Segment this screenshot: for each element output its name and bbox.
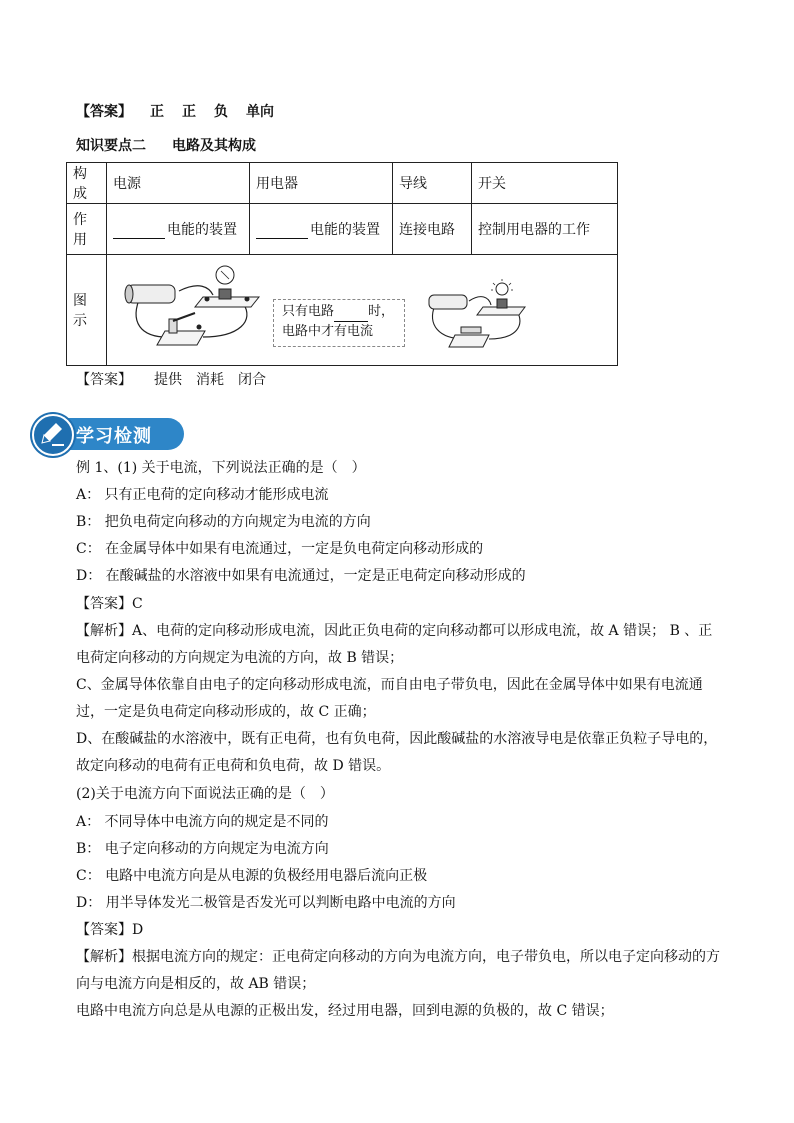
table-header: 导线	[393, 163, 472, 204]
table-row	[67, 163, 618, 204]
note-text: 电路中才有电流	[282, 324, 374, 339]
cell-text: 电能的装置	[310, 222, 380, 238]
option-d: D： 在酸碱盐的水溶液中如果有电流通过，一定是正电荷定向移动形成的	[76, 568, 526, 584]
answer-label: 【答案】	[76, 104, 132, 120]
option-c: C： 在金属导体中如果有电流通过，一定是负电荷定向移动形成的	[76, 541, 484, 557]
note-text: 时，	[368, 304, 395, 319]
note-text: 只有电路	[282, 304, 335, 319]
option-a: A： 不同导体中电流方向的规定是不同的	[76, 814, 329, 830]
table-cell: 连接电路	[393, 204, 472, 255]
table-row	[67, 204, 618, 255]
pencil-icon	[38, 421, 66, 447]
answer-word: 负	[214, 104, 228, 120]
analysis-paragraph: C、金属导体依靠自由电子的定向移动形成电流，而自由电子带负电，因此在金属导体中如果有电流通过，一定是负电荷定向移动形成的，故 C 正确；	[76, 677, 703, 720]
answer-word: 正	[182, 104, 196, 120]
table-header: 用电器	[250, 163, 393, 204]
answer-line-1	[76, 102, 292, 122]
table-cell	[250, 204, 393, 255]
section-banner	[28, 414, 184, 454]
circuit-table	[66, 162, 618, 366]
figure-cell	[107, 255, 618, 366]
answer-word: 消耗	[196, 372, 224, 388]
analysis-paragraph: 【解析】A、电荷的定向移动形成电流，因此正负电荷的定向移动都可以形成电流，故 A 错误； B 、正电荷定向移动的方向规定为电流的方向，故 B 错误；	[76, 623, 713, 666]
answer-word: 闭合	[238, 372, 266, 388]
analysis-paragraph: D、在酸碱盐的水溶液中，既有正电荷，也有负电荷，因此酸碱盐的水溶液导电是依靠正负粒子导电的，故定向移动的电荷有正电荷和负电荷，故 D 错误。	[76, 731, 718, 774]
option-b: B： 电子定向移动的方向规定为电流方向	[76, 841, 329, 857]
fill-blank	[334, 307, 368, 322]
knowledge-point-title: 电路及其构成	[172, 138, 256, 154]
cell-text: 电能的装置	[167, 222, 237, 238]
knowledge-point-label: 知识要点二	[76, 138, 146, 154]
answer-line-2	[76, 370, 266, 390]
row-label: 作用	[67, 204, 107, 255]
answer: 【答案】D	[76, 922, 144, 938]
fill-blank	[113, 224, 165, 239]
closed-circuit-illustration	[425, 279, 535, 359]
table-cell: 控制用电器的工作	[472, 204, 618, 255]
question-stem: 例 1、(1) 关于电流，下列说法正确的是（ ）	[76, 460, 366, 476]
question-stem: (2)关于电流方向下面说法正确的是（ ）	[76, 786, 334, 802]
table-header: 电源	[107, 163, 250, 204]
option-c: C： 电路中电流方向是从电源的负极经用电器后流向正极	[76, 868, 428, 884]
option-d: D： 用半导体发光二极管是否发光可以判断电路中电流的方向	[76, 895, 456, 911]
analysis-paragraph: 【解析】根据电流方向的规定：正电荷定向移动的方向为电流方向，电子带负电，所以电子定向移动的方向与电流方向是相反的，故 AB 错误；	[76, 949, 720, 992]
table-row	[67, 255, 618, 366]
answer-word: 提供	[154, 372, 182, 388]
analysis-paragraph: 电路中电流方向总是从电源的正极出发，经过用电器，回到电源的负极的，故 C 错误；	[76, 1003, 614, 1019]
table-header: 开关	[472, 163, 618, 204]
answer-word: 单向	[246, 104, 274, 120]
fill-blank	[256, 224, 308, 239]
answer-word: 正	[150, 104, 164, 120]
option-b: B： 把负电荷定向移动的方向规定为电流的方向	[76, 514, 371, 530]
answer: 【答案】C	[76, 596, 143, 612]
circuit-note-box	[273, 299, 405, 347]
section-title: 学习检测	[76, 426, 152, 447]
open-circuit-illustration	[119, 261, 269, 361]
row-label: 图示	[67, 255, 107, 366]
answer-label: 【答案】	[76, 372, 132, 388]
table-header: 构成	[67, 163, 107, 204]
option-a: A： 只有正电荷的定向移动才能形成电流	[76, 487, 329, 503]
knowledge-point-heading	[76, 136, 256, 156]
table-cell	[107, 204, 250, 255]
